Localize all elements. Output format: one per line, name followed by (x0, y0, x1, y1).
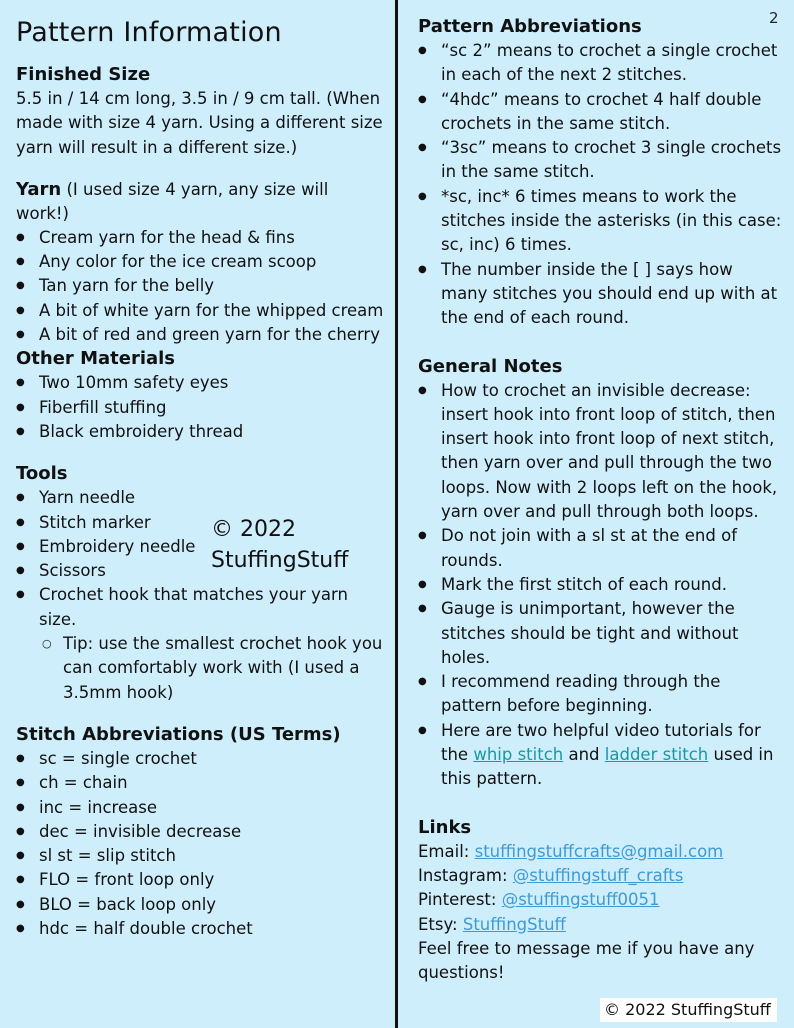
list-item: ● Crochet hook that matches your yarn size. (16, 583, 386, 632)
etsy-line (418, 913, 784, 937)
stitch-abbreviations-heading: Stitch Abbreviations (US Terms) (16, 723, 341, 745)
list-item-video-tutorials (418, 719, 784, 792)
pattern-abbreviations-list (418, 39, 784, 331)
list-item: ● Any color for the ice cream scoop (16, 250, 386, 274)
pattern-abbreviations-heading: Pattern Abbreviations (418, 16, 642, 37)
list-item: ● I recommend reading through the pattern before beginning. (418, 670, 784, 719)
whip-stitch-link[interactable]: whip stitch (473, 745, 564, 765)
list-item: ● A bit of red and green yarn for the cherry (16, 323, 386, 347)
ladder-stitch-link[interactable]: ladder stitch (604, 745, 709, 765)
page-number: 2 (769, 9, 779, 27)
pinterest-link[interactable]: @stuffingstuff0051 (501, 890, 660, 910)
list-item: ● Tan yarn for the belly (16, 274, 386, 298)
yarn-note: (I used size 4 yarn, any size will work!) (16, 179, 329, 223)
general-notes-list (418, 379, 784, 792)
list-item: ● inc = increase (16, 796, 386, 820)
list-item: ● Do not join with a sl st at the end of rounds. (418, 524, 784, 573)
column-divider (395, 0, 398, 1028)
other-materials-heading: Other Materials (16, 348, 176, 370)
finished-size-heading: Finished Size (16, 64, 151, 85)
yarn-heading (16, 178, 386, 226)
list-item: ● Embroidery needle (16, 535, 386, 559)
copyright-name: StuffingStuff (211, 548, 349, 573)
instagram-link[interactable]: @stuffingstuff_crafts (512, 865, 684, 885)
left-column (16, 0, 386, 941)
list-item: ● ch = chain (16, 771, 386, 795)
list-item: ● Two 10mm safety eyes (16, 371, 386, 395)
list-item: ● Cream yarn for the head & fins (16, 226, 386, 250)
video-suffix: used in this pattern. (441, 745, 774, 789)
tools-heading: Tools (16, 463, 68, 485)
list-item: ● Yarn needle (16, 486, 386, 510)
instagram-line (418, 864, 784, 888)
etsy-label: Etsy: (418, 914, 463, 934)
list-item: ● How to crochet an invisible decrease: insert hook into front loop of stitch, then insert hook into front loop of next stitch, then yarn over and pull through the two loops. Now with 2 loops left on the hook, yarn over and pull through both loops. (418, 379, 784, 525)
list-item: ● sl st = slip stitch (16, 844, 386, 868)
email-link[interactable]: stuffingstuffcrafts@gmail.com (474, 841, 724, 861)
email-line (418, 840, 784, 864)
instagram-label: Instagram: (418, 865, 513, 885)
tools-sublist (16, 632, 386, 705)
list-item: ● Mark the first stitch of each round. (418, 573, 784, 597)
video-mid: and (563, 745, 605, 765)
list-item: ● sc = single crochet (16, 747, 386, 771)
list-item: ● “sc 2” means to crochet a single crochet in each of the next 2 stitches. (418, 39, 784, 88)
stitch-abbreviations-list (16, 747, 386, 941)
footer-copyright: © 2022 StuffingStuff (600, 998, 777, 1022)
yarn-heading-label: Yarn (16, 178, 62, 200)
list-item: ● A bit of white yarn for the whipped cream (16, 299, 386, 323)
copyright-stamp (211, 514, 348, 576)
list-item: ● The number inside the [ ] says how many stitches you should end up with at the end of each round. (418, 258, 784, 331)
list-item: ● FLO = front loop only (16, 868, 386, 892)
list-item: ● BLO = back loop only (16, 893, 386, 917)
page-title: Pattern Information (16, 17, 282, 48)
list-item: ● Scissors (16, 559, 386, 583)
finished-size-text: 5.5 in / 14 cm long, 3.5 in / 9 cm tall. (When made with size 4 yarn. Using a different size yarn will result in a different size.) (16, 89, 383, 157)
list-item: ● Gauge is unimportant, however the stitches should be tight and without holes. (418, 597, 784, 670)
email-label: Email: (418, 841, 475, 861)
tip-item: ○ Tip: use the smallest crochet hook you can comfortably work with (I used a 3.5mm hook) (16, 632, 386, 705)
general-notes-heading: General Notes (418, 355, 563, 377)
list-item: ● “3sc” means to crochet 3 single crochets in the same stitch. (418, 136, 784, 185)
copyright-year: © 2022 (211, 517, 296, 542)
pinterest-label: Pinterest: (418, 890, 502, 910)
list-item: ● Fiberfill stuffing (16, 396, 386, 420)
list-item: ● *sc, inc* 6 times means to work the stitches inside the asterisks (in this case: sc, inc) 6 times. (418, 185, 784, 258)
pinterest-line (418, 888, 784, 912)
right-column (418, 0, 784, 985)
list-item: ● Black embroidery thread (16, 420, 386, 444)
closing-text: Feel free to message me if you have any questions! (418, 938, 755, 983)
list-item: ● “4hdc” means to crochet 4 half double crochets in the same stitch. (418, 88, 784, 137)
yarn-list (16, 226, 386, 347)
list-item: ● hdc = half double crochet (16, 917, 386, 941)
other-materials-list (16, 371, 386, 444)
video-prefix: Here are two helpful video tutorials for the (441, 720, 761, 765)
list-item: ● Stitch marker (16, 511, 386, 535)
etsy-link[interactable]: StuffingStuff (462, 914, 566, 934)
links-heading: Links (418, 816, 472, 838)
list-item: ● dec = invisible decrease (16, 820, 386, 844)
